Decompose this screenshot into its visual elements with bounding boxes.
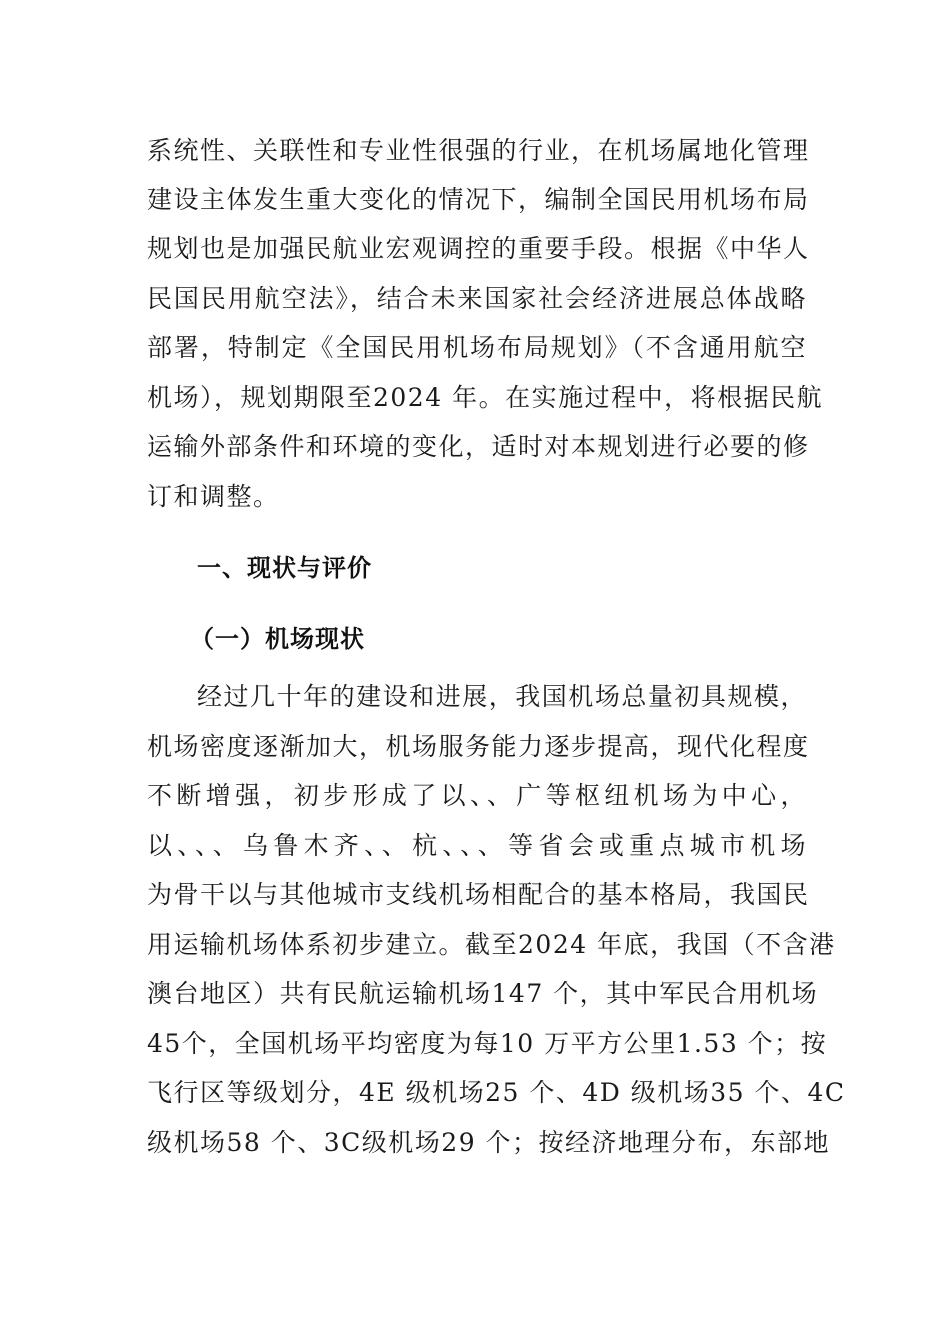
paragraph-2-line-3: 不断增强，初步形成了以、、广等枢纽机场为中心， [147, 781, 807, 810]
paragraph-1-line-3: 规划也是加强民航业宏观调控的重要手段。根据《中华人 [147, 234, 810, 263]
paragraph-2-line-2: 机场密度逐渐加大，机场服务能力逐步提高，现代化程度 [147, 732, 810, 761]
paragraph-1-line-4: 民国民用航空法》，结合未来国家社会经济进展总体战略 [147, 284, 807, 313]
paragraph-1-line-8: 订和调整。 [147, 482, 280, 511]
paragraph-2-line-5: 为骨干以与其他城市支线机场相配合的基本格局，我国民 [147, 880, 810, 909]
paragraph-1-line-1: 系统性、关联性和专业性很强的行业，在机场属地化管理 [147, 136, 810, 165]
section-heading: 一、现状与评价 [197, 554, 372, 582]
paragraph-2-line-7: 澳台地区）共有民航运输机场147 个，其中军民合用机场 [147, 979, 819, 1008]
subsection-heading: （一）机场现状 [190, 625, 365, 653]
paragraph-2-line-10: 级机场58 个、3C级机场29 个；按经济地理分布，东部地 [147, 1128, 831, 1157]
paragraph-2-line-6: 用运输机场体系初步建立。截至2024 年底，我国（不含港 [147, 930, 836, 959]
paragraph-2-line-8: 45个，全国机场平均密度为每10 万平方公里1.53 个；按 [147, 1029, 828, 1058]
paragraph-1-line-2: 建设主体发生重大变化的情况下，编制全国民用机场布局 [147, 185, 810, 214]
paragraph-2-line-4: 以、、、乌鲁木齐、、杭、、、等省会或重点城市机场 [147, 831, 807, 860]
paragraph-1-line-7: 运输外部条件和环境的变化，适时对本规划进行必要的修 [147, 432, 810, 461]
paragraph-2-line-1: 经过几十年的建设和进展，我国机场总量初具规模， [197, 682, 807, 711]
paragraph-1-line-6: 机场），规划期限至2024 年。在实施过程中，将根据民航 [147, 383, 824, 412]
paragraph-2-line-9: 飞行区等级划分，4E 级机场25 个、4D 级机场35 个、4C [147, 1078, 846, 1107]
paragraph-1-line-5: 部署，特制定《全国民用机场布局规划》（不含通用航空 [147, 333, 807, 362]
